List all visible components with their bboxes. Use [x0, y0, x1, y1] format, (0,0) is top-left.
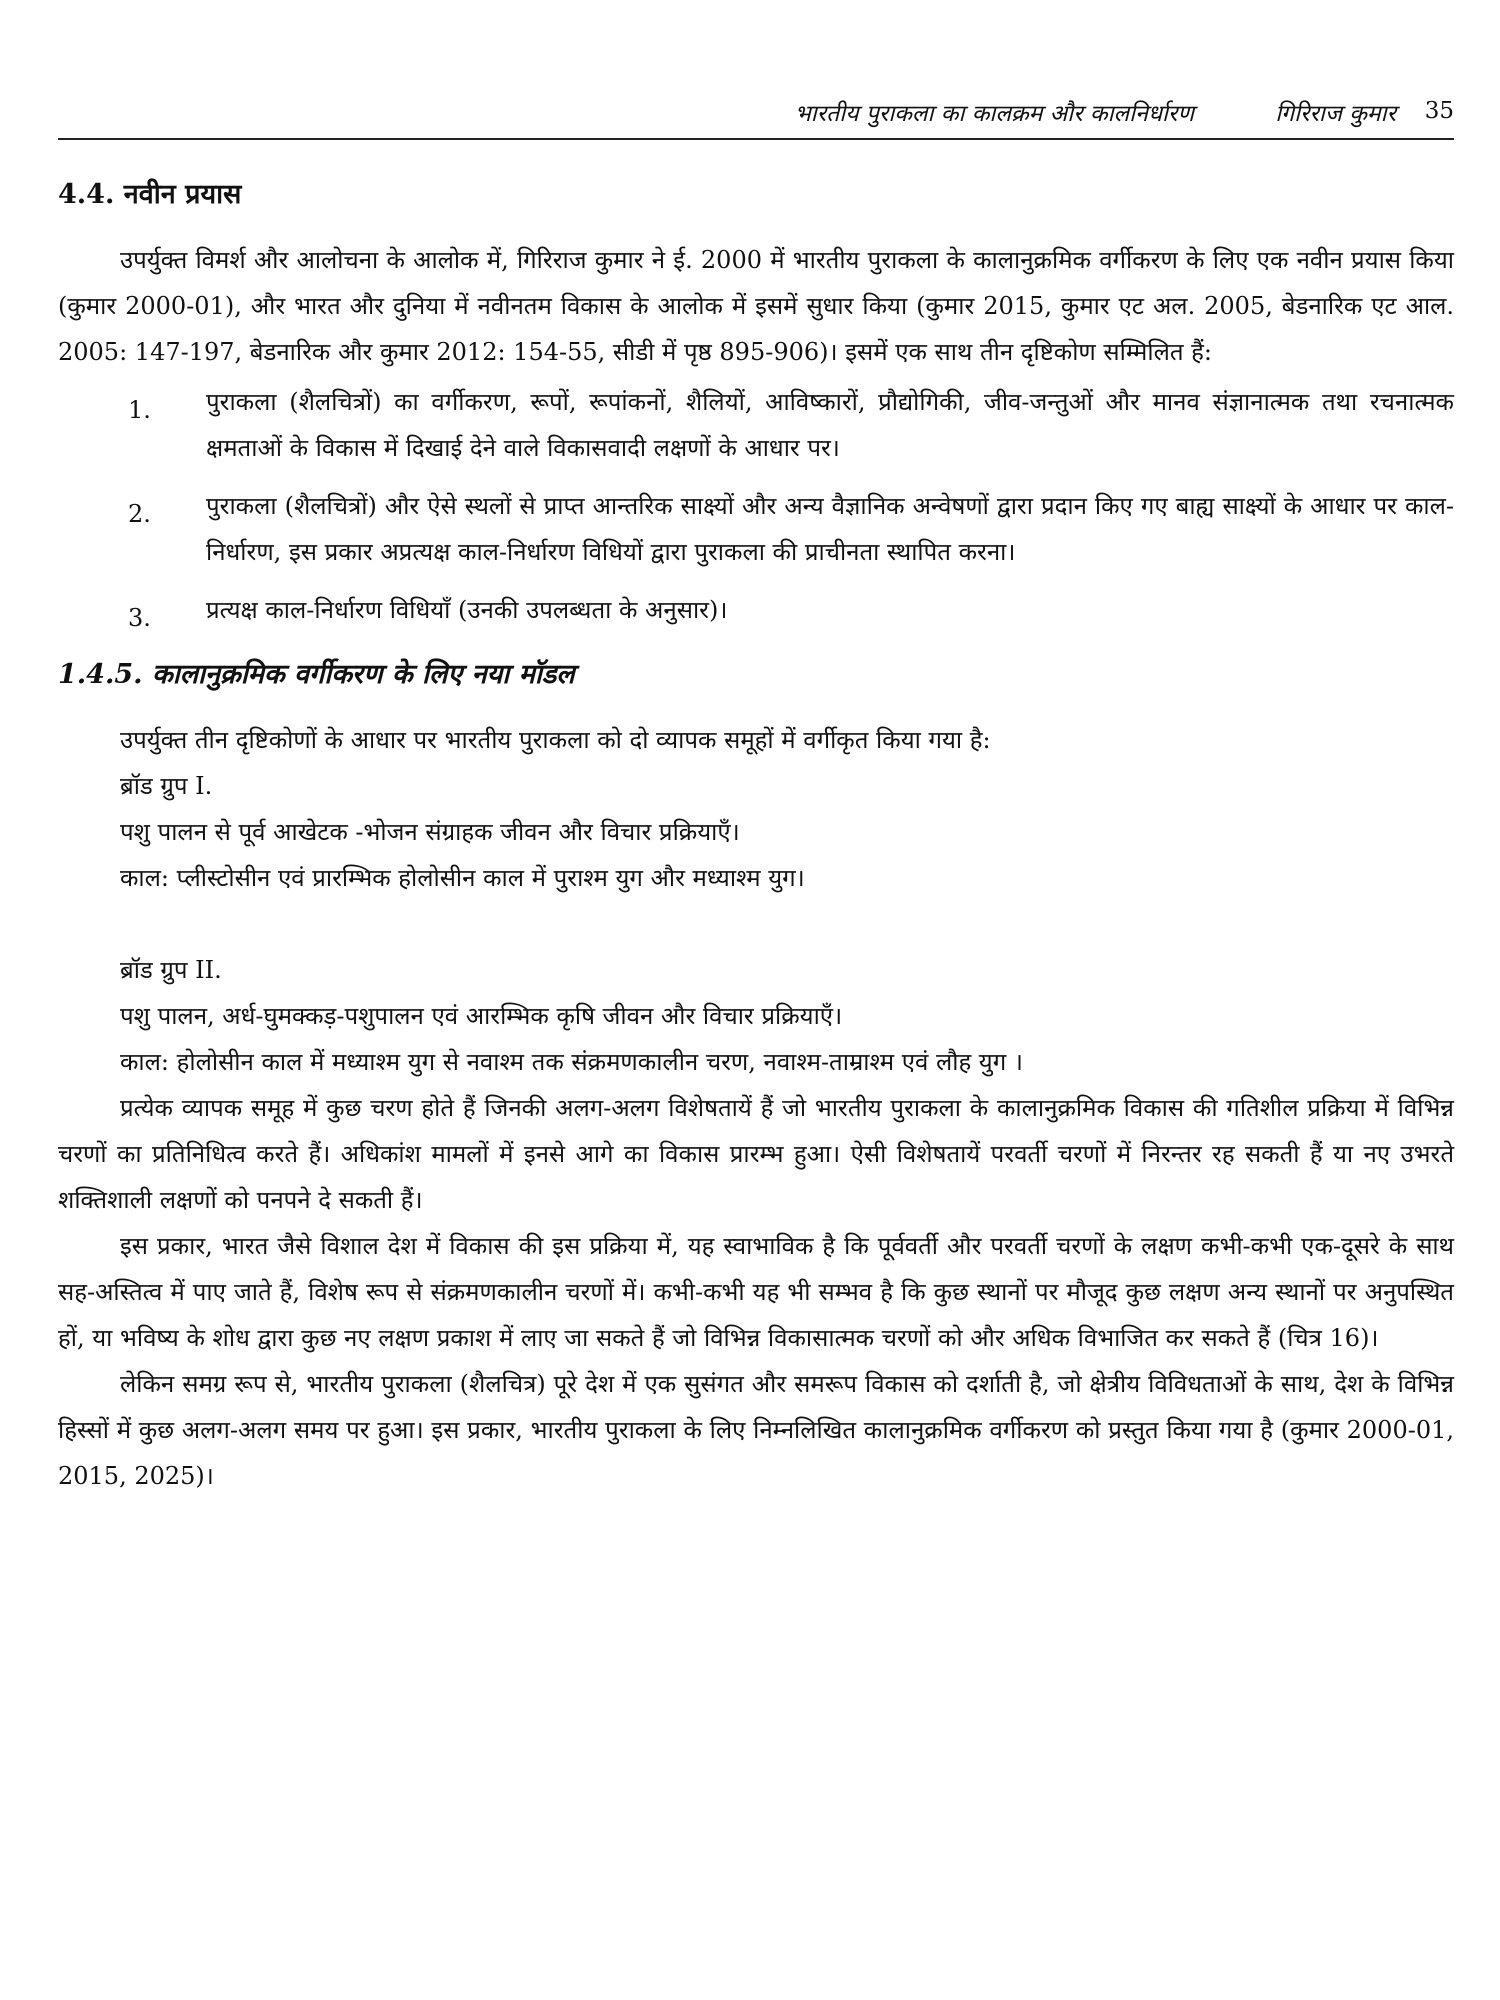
- running-header-author: गिरिराज कुमार: [1275, 101, 1396, 127]
- list-item-text: पुराकला (शैलचित्रों) का वर्गीकरण, रूपों, रूपांकनों, शैलियों, आविष्कारों, प्रौद्योगिकी, जीव-जन्तुओं और मानव संज्ञानात्मक तथा रचनात्मक क्षमताओं के विकास में दिखाई देने वाले विकासवादी लक्षणों के आधार पर।: [206, 388, 1454, 462]
- page-number: 35: [1424, 98, 1454, 124]
- broad-group-1-period: काल: प्लीस्टोसीन एवं प्रारम्भिक होलोसीन काल में पुराश्म युग और मध्याश्म युग।: [120, 864, 805, 892]
- broad-group-2-description: पशु पालन, अर्ध-घुमक्कड़-पशुपालन एवं आरम्भिक कृषि जीवन और विचार प्रक्रियाएँ।: [120, 1002, 843, 1030]
- running-header: [58, 92, 1454, 140]
- broad-group-2-title: ब्रॉड ग्रुप II.: [120, 956, 222, 984]
- page-content: [58, 175, 1454, 1499]
- list-item-text: पुराकला (शैलचित्रों) और ऐसे स्थलों से प्राप्त आन्तरिक साक्ष्यों और अन्य वैज्ञानिक अन्वेषणों द्वारा प्रदान किए गए बाह्य साक्ष्यों के आधार पर काल-निर्धारण, इस प्रकार अप्रत्यक्ष काल-निर्धारण विधियों द्वारा पुराकला की प्राचीनता स्थापित करना।: [206, 492, 1454, 566]
- list-item: [58, 483, 1454, 575]
- approach-list: [58, 379, 1454, 633]
- body-paragraph-coexistence: इस प्रकार, भारत जैसे विशाल देश में विकास की इस प्रक्रिया में, यह स्वाभाविक है कि पूर्ववर्ती और परवर्ती चरणों के लक्षण कभी-कभी एक-दूसरे के साथ सह-अस्तित्व में पाए जाते हैं, विशेष रूप से संक्रमणकालीन चरणों में। कभी-कभी यह भी सम्भव है कि कुछ स्थानों पर मौजूद कुछ लक्षण अन्य स्थानों पर अनुपस्थित हों, या भविष्य के शोध द्वारा कुछ नए लक्षण प्रकाश में लाए जा सकते हैं जो विभिन्न विकासात्मक चरणों को और अधिक विभाजित कर सकते हैं (चित्र 16)।: [58, 1232, 1454, 1352]
- list-item: [58, 379, 1454, 471]
- broad-group-1-title: ब्रॉड ग्रुप I.: [120, 772, 213, 800]
- broad-group-1-description: पशु पालन से पूर्व आखेटक -भोजन संग्राहक जीवन और विचार प्रक्रियाएँ।: [120, 818, 740, 846]
- section-1-4-5-intro: उपर्युक्त तीन दृष्टिकोणों के आधार पर भारतीय पुराकला को दो व्यापक समूहों में वर्गीकृत किया गया है:: [120, 726, 991, 754]
- list-item-number: 1.: [128, 396, 151, 424]
- body-paragraph-conclusion: लेकिन समग्र रूप से, भारतीय पुराकला (शैलचित्र) पूरे देश में एक सुसंगत और समरूप विकास को दर्शाती है, जो क्षेत्रीय विविधताओं के साथ, देश के विभिन्न हिस्सों में कुछ अलग-अलग समय पर हुआ। इस प्रकार, भारतीय पुराकला के लिए निम्नलिखित कालानुक्रमिक वर्गीकरण को प्रस्तुत किया गया है (कुमार 2000-01, 2015, 2025)।: [58, 1370, 1454, 1490]
- running-header-title: भारतीय पुराकला का कालक्रम और कालनिर्धारण: [794, 101, 1194, 127]
- list-item-number: 3.: [128, 604, 151, 632]
- section-heading-1-4-5: 1.4.5. कालानुक्रमिक वर्गीकरण के लिए नया मॉडल: [58, 659, 575, 690]
- book-page: [58, 0, 1458, 2000]
- broad-group-2-period: काल: होलोसीन काल में मध्याश्म युग से नवाश्म तक संक्रमणकालीन चरण, नवाश्म-ताम्राश्म एवं लौह युग ।: [120, 1048, 1023, 1076]
- list-item: [58, 587, 1454, 633]
- list-item-number: 2.: [128, 500, 151, 528]
- section-heading-4-4: 4.4. नवीन प्रयास: [58, 179, 242, 210]
- section-4-4-intro-paragraph: उपर्युक्त विमर्श और आलोचना के आलोक में, गिरिराज कुमार ने ई. 2000 में भारतीय पुराकला के कालानुक्रमिक वर्गीकरण के लिए एक नवीन प्रयास किया (कुमार 2000-01), और भारत और दुनिया में नवीनतम विकास के आलोक में इसमें सुधार किया (कुमार 2015, कुमार एट अल. 2005, बेडनारिक एट आल. 2005: 147-197, बेडनारिक और कुमार 2012: 154-55, सीडी में पृष्ठ 895-906)। इसमें एक साथ तीन दृष्टिकोण सम्मिलित हैं:: [58, 246, 1454, 366]
- body-paragraph-phases: प्रत्येक व्यापक समूह में कुछ चरण होते हैं जिनकी अलग-अलग विशेषतायें हैं जो भारतीय पुराकला के कालानुक्रमिक विकास की गतिशील प्रक्रिया में विभिन्न चरणों का प्रतिनिधित्व करते हैं। अधिकांश मामलों में इनसे आगे का विकास प्रारम्भ हुआ। ऐसी विशेषतायें परवर्ती चरणों में निरन्तर रह सकती हैं या नए उभरते शक्तिशाली लक्षणों को पनपने दे सकती हैं।: [58, 1094, 1454, 1214]
- list-item-text: प्रत्यक्ष काल-निर्धारण विधियाँ (उनकी उपलब्धता के अनुसार)।: [206, 596, 728, 624]
- group-spacer: [58, 901, 1454, 947]
